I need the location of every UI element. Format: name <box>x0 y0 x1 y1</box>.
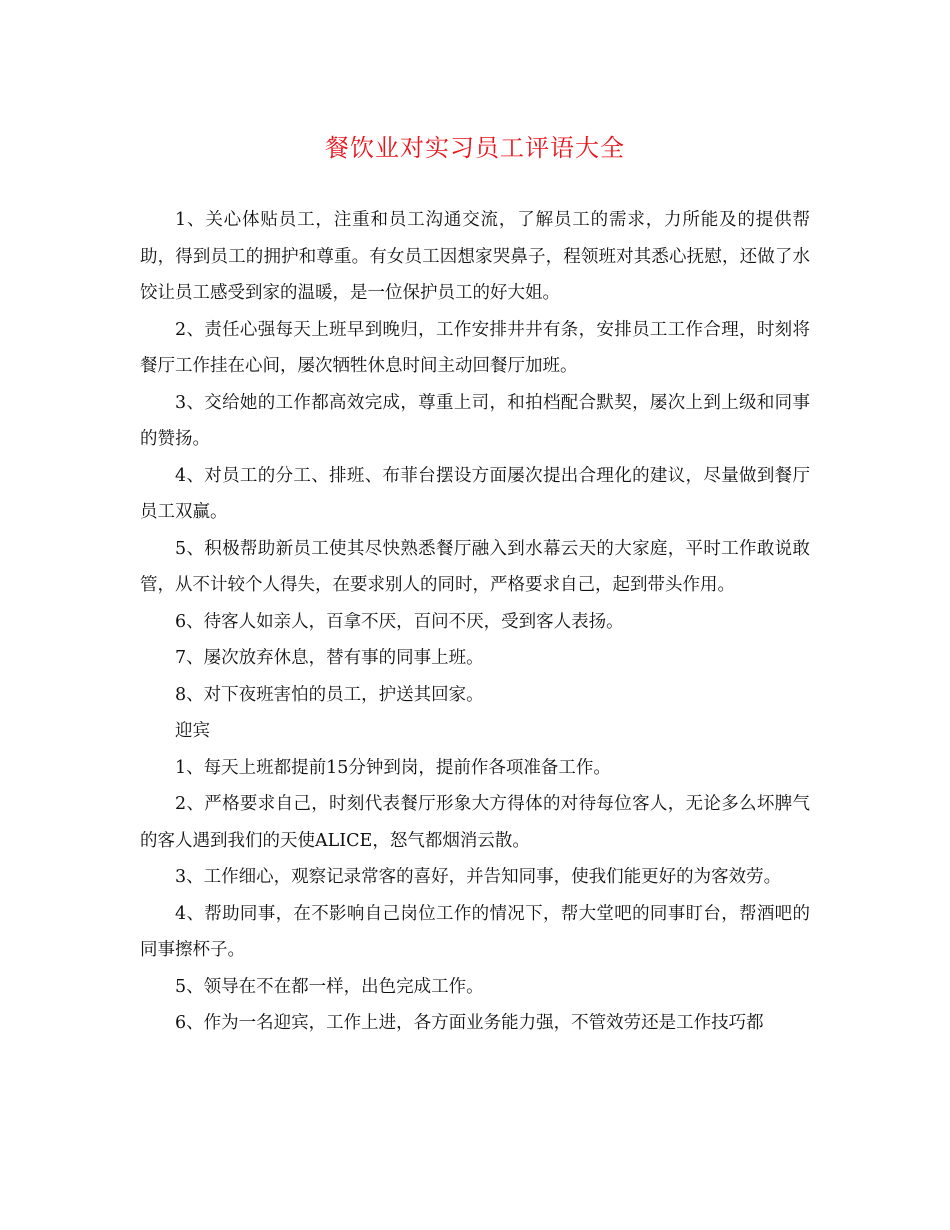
paragraph: 1、每天上班都提前15分钟到岗，提前作各项准备工作。 <box>175 757 611 778</box>
paragraph: 4、帮助同事，在不影响自己岗位工作的情况下，帮大堂吧的同事盯台，帮酒吧的同事擦杯子。 <box>140 903 810 960</box>
section-heading: 迎宾 <box>175 721 210 741</box>
paragraph: 6、待客人如亲人，百拿不厌，百问不厌，受到客人表扬。 <box>175 611 624 632</box>
paragraph: 2、严格要求自己，时刻代表餐厅形象大方得体的对待每位客人，无论多么坏脾气的客人遇到我们的天使ALICE，怒气都烟消云散。 <box>140 794 810 851</box>
paragraph: 5、积极帮助新员工使其尽快熟悉餐厅融入到水幕云天的大家庭，平时工作敢说敢管，从不计较个人得失，在要求别人的同时，严格要求自己，起到带头作用。 <box>140 538 810 595</box>
paragraph: 1、关心体贴员工，注重和员工沟通交流，了解员工的需求，力所能及的提供帮助，得到员工的拥护和尊重。有女员工因想家哭鼻子，程领班对其悉心抚慰，还做了水饺让员工感受到家的温暖，是一位保护员工的好大姐。 <box>140 210 810 303</box>
paragraph: 4、对员工的分工、排班、布菲台摆设方面屡次提出合理化的建议，尽量做到餐厅员工双赢。 <box>140 465 810 522</box>
paragraph: 2、责任心强每天上班早到晚归，工作安排井井有条，安排员工工作合理，时刻将餐厅工作挂在心间，屡次牺牲休息时间主动回餐厅加班。 <box>140 319 810 376</box>
paragraph: 8、对下夜班害怕的员工，护送其回家。 <box>175 684 484 705</box>
document-body <box>140 202 810 1042</box>
document-title: 餐饮业对实习员工评语大全 <box>325 134 625 162</box>
paragraph: 3、工作细心，观察记录常客的喜好，并告知同事，使我们能更好的为客效劳。 <box>175 867 782 887</box>
paragraph: 7、屡次放弃休息，替有事的同事上班。 <box>175 648 484 668</box>
paragraph: 6、作为一名迎宾，工作上进，各方面业务能力强，不管效劳还是工作技巧都 <box>175 1013 764 1033</box>
paragraph: 5、领导在不在都一样，出色完成工作。 <box>175 976 484 997</box>
paragraph: 3、交给她的工作都高效完成，尊重上司，和拍档配合默契，屡次上到上级和同事的赞扬。 <box>140 392 810 449</box>
